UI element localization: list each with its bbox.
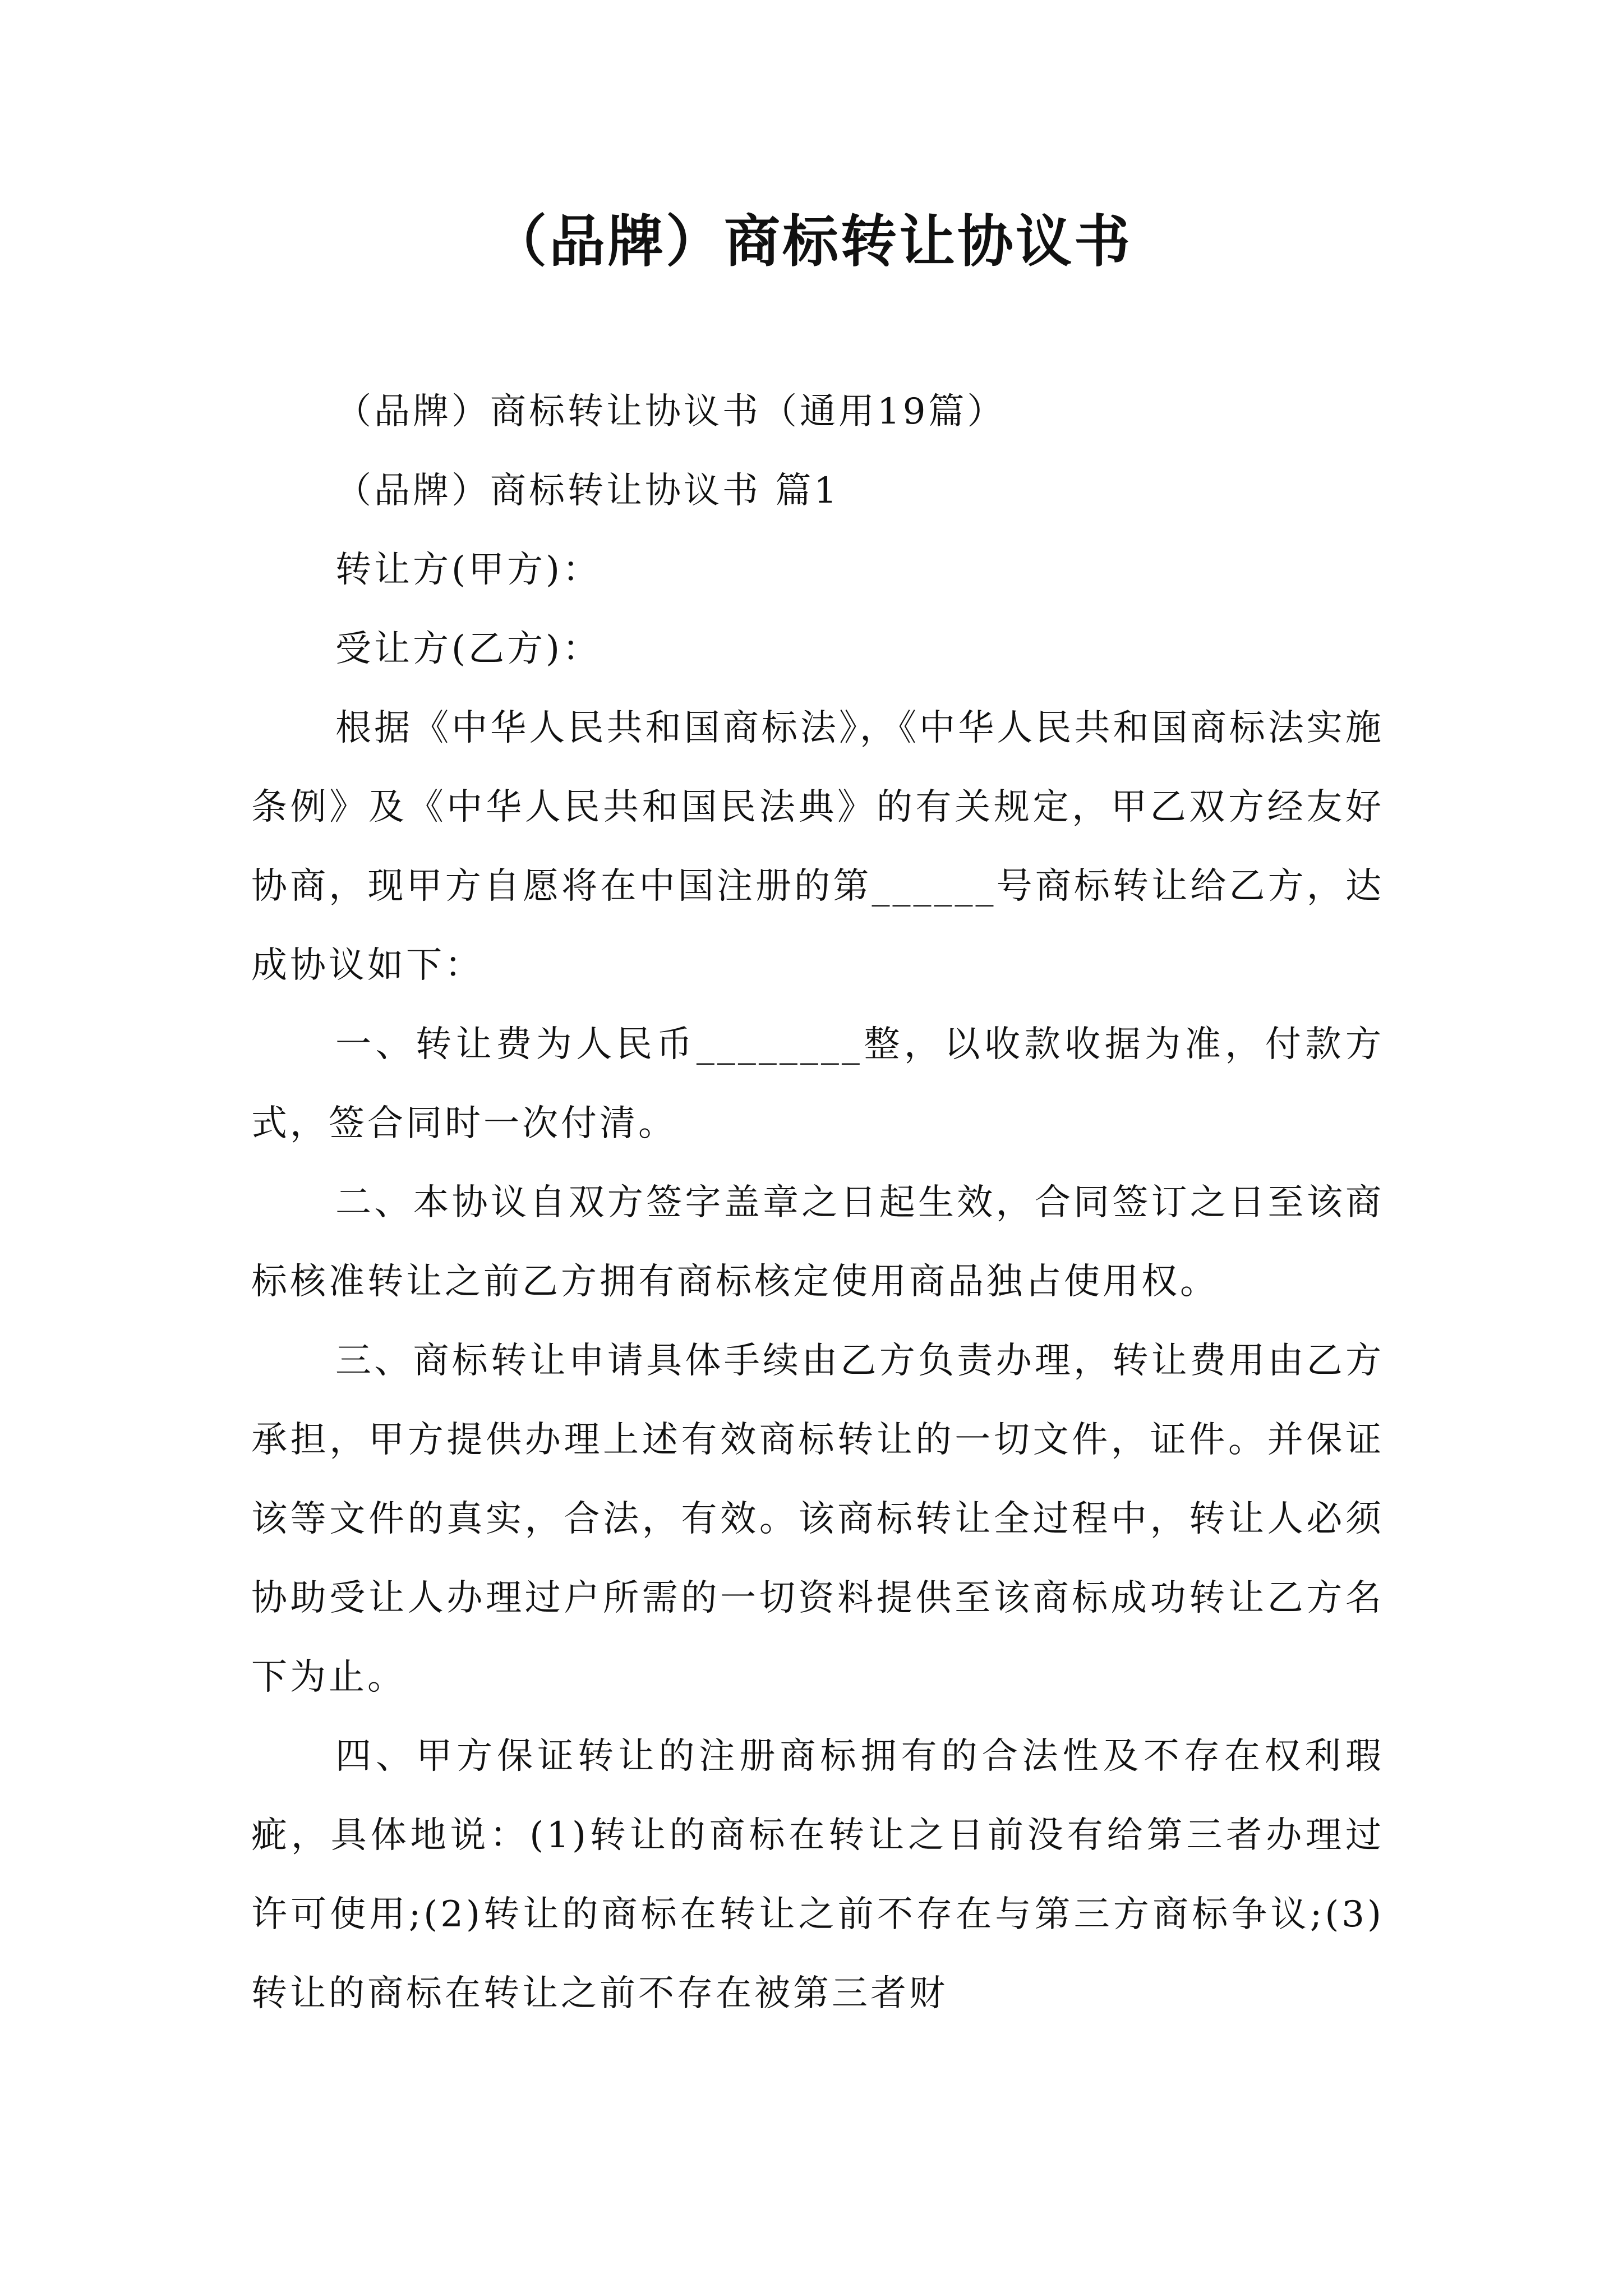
paragraph-transferor: 转让方(甲方)： — [335, 549, 601, 591]
paragraph-article-heading: （品牌）商标转让协议书 篇1 — [335, 470, 840, 512]
paragraph-transferee: 受让方(乙方)： — [335, 628, 601, 670]
paragraph-preamble: 根据《中华人民共和国商标法》，《中华人民共和国商标法实施条例》及《中华人民共和国民法典》的有关规定，甲乙双方经友好协商，现甲方自愿将在中国注册的第______号商标转让给乙方，达成协议如下： — [251, 707, 1384, 986]
document-body — [251, 372, 1384, 2033]
paragraph-collection-title: （品牌）商标转让协议书（通用19篇） — [335, 391, 1006, 432]
paragraph-clause-2: 二、本协议自双方签字盖章之日起生效，合同签订之日至该商标核准转让之前乙方拥有商标核定使用商品独占使用权。 — [251, 1182, 1384, 1303]
document-title: （品牌）商标转让协议书 — [491, 208, 1132, 274]
paragraph-clause-3: 三、商标转让申请具体手续由乙方负责办理，转让费用由乙方承担，甲方提供办理上述有效商标转让的一切文件，证件。并保证该等文件的真实，合法，有效。该商标转让全过程中，转让人必须协助受让人办理过户所需的一切资料提供至该商标成功转让乙方名下为止。 — [251, 1340, 1384, 1698]
paragraph-clause-4: 四、甲方保证转让的注册商标拥有的合法性及不存在权利瑕疵，具体地说：(1)转让的商标在转让之日前没有给第三者办理过许可使用;(2)转让的商标在转让之前不存在与第三方商标争议;(3)转让的商标在转让之前不存在被第三者财 — [251, 1736, 1384, 2014]
paragraph-clause-1: 一、转让费为人民币________整，以收款收据为准，付款方式，签合同时一次付清。 — [251, 1024, 1384, 1144]
